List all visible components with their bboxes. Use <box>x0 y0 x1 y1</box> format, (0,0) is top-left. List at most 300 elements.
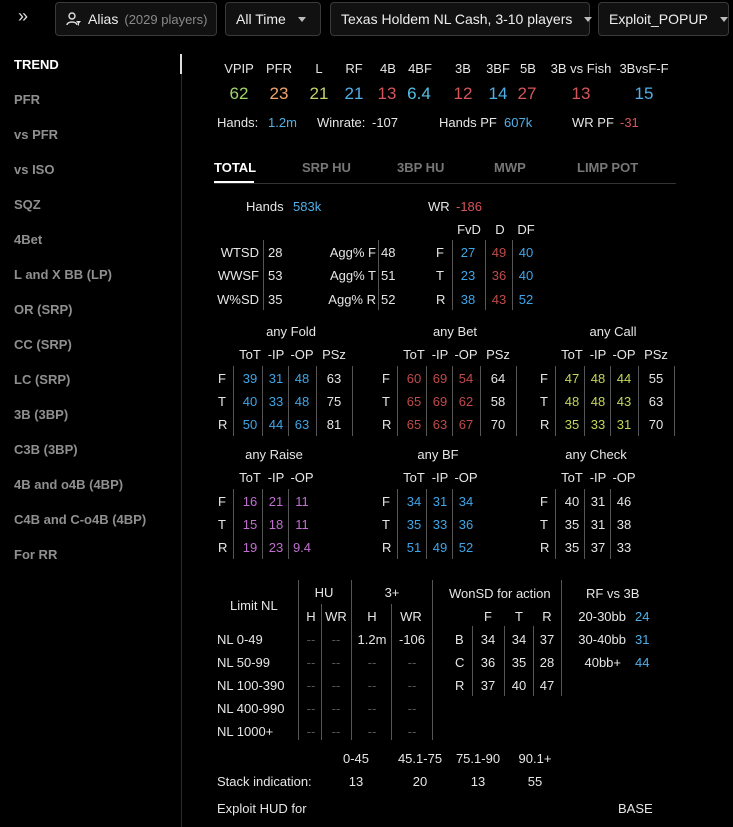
street-label: F <box>540 494 548 509</box>
stat-cell: 62 <box>458 394 474 409</box>
sidebar-item-vs-pfr[interactable]: vs PFR <box>14 127 59 142</box>
wonsd-value: 37 <box>539 632 555 647</box>
sidebar-item-4b-o4b[interactable]: 4B and o4B (4BP) <box>14 477 124 492</box>
stat-value-4b: 13 <box>377 84 397 103</box>
limit-name: NL 100-390 <box>217 678 285 693</box>
stat-value-3b-vs-fish: 13 <box>571 84 591 103</box>
stat-cell: 48 <box>294 371 310 386</box>
table-divider <box>397 366 398 436</box>
stat-value-vpip: 62 <box>229 84 249 103</box>
wonsd-value: 36 <box>480 655 496 670</box>
stat-cell: 36 <box>458 517 474 532</box>
hu-wr-value: -- <box>331 724 341 739</box>
fvd-header: FvD <box>457 222 481 237</box>
tab-total[interactable]: TOTAL <box>214 160 257 175</box>
time-filter-select[interactable] <box>225 2 321 36</box>
stat-cell: 52 <box>458 540 474 555</box>
table-divider <box>316 366 317 436</box>
table-divider <box>352 366 353 436</box>
df-header: DF <box>517 222 535 237</box>
stat-cell: 33 <box>590 417 606 432</box>
stat-cell: 40 <box>564 494 580 509</box>
column-header: PSz <box>644 347 668 362</box>
column-header: -OP <box>290 347 314 362</box>
stat-cell: 35 <box>406 517 422 532</box>
stat-cell: 21 <box>268 494 284 509</box>
stat-cell: 31 <box>432 494 448 509</box>
stat-cell: 63 <box>432 417 448 432</box>
stat-cell: 34 <box>458 494 474 509</box>
d-value: 43 <box>491 292 507 307</box>
wonsd-row-label: C <box>455 655 465 670</box>
limit-divider <box>391 604 392 740</box>
sidebar-item-lc-srp[interactable]: LC (SRP) <box>14 372 71 387</box>
stat-cell: 67 <box>458 417 474 432</box>
tp-h-value: -- <box>367 678 377 693</box>
limit-divider <box>351 580 352 740</box>
sidebar-item-c4b-co4b[interactable]: C4B and C-o4B (4BP) <box>14 512 147 527</box>
street-label: F <box>382 371 390 386</box>
sidebar-item-l-and-x-bb[interactable]: L and X BB (LP) <box>14 267 112 282</box>
street-label: T <box>382 394 390 409</box>
wonsd-title: WonSD for action <box>449 586 551 601</box>
stat-cell: 48 <box>294 394 310 409</box>
wonsd-divider <box>533 626 534 696</box>
alias-label: Alias <box>88 11 119 27</box>
limit-name: NL 50-99 <box>217 655 270 670</box>
table-divider <box>555 489 556 559</box>
stat-cell: 58 <box>490 394 506 409</box>
hu-wr-header: WR <box>325 609 347 624</box>
tabs-divider <box>214 183 676 184</box>
rf-vs-3b-title: RF vs 3B <box>586 586 640 601</box>
column-header: ToT <box>239 347 261 362</box>
wonsd-value: 34 <box>480 632 496 647</box>
sidebar-item-for-rr[interactable]: For RR <box>14 547 58 562</box>
column-header: -OP <box>454 470 478 485</box>
wonsd-header-t: T <box>515 609 523 624</box>
stat-cell: 70 <box>648 417 664 432</box>
fvd-divider <box>452 240 453 310</box>
street-label: T <box>218 394 226 409</box>
tp-wr-value: -- <box>407 701 417 716</box>
stat-cell: 33 <box>616 540 632 555</box>
stat-cell: 46 <box>616 494 632 509</box>
street-label: F <box>540 371 548 386</box>
table-divider <box>233 489 234 559</box>
tp-h-header: H <box>367 609 377 624</box>
street-label: R <box>382 540 392 555</box>
hu-h-value: -- <box>306 724 316 739</box>
stack-indication-label: Stack indication: <box>217 774 312 789</box>
hands-label: Hands: <box>217 115 259 130</box>
table-divider <box>638 366 639 436</box>
stat-cell: 63 <box>648 394 664 409</box>
stat-cell: 65 <box>406 417 422 432</box>
wonsd-value: 47 <box>539 678 555 693</box>
column-header: -IP <box>589 347 607 362</box>
stat-cell: 39 <box>242 371 258 386</box>
df-value: 40 <box>518 268 534 283</box>
rf-range-label: 20-30bb <box>578 609 626 624</box>
sidebar-item-c3b-3bp[interactable]: C3B (3BP) <box>14 442 78 457</box>
rf-range-value: 31 <box>635 632 650 647</box>
column-header: ToT <box>561 470 583 485</box>
d-value: 36 <box>491 268 507 283</box>
stat-cell: 35 <box>564 417 580 432</box>
wonsd-value: 34 <box>511 632 527 647</box>
stat-cell: 50 <box>242 417 258 432</box>
df-value: 52 <box>518 292 534 307</box>
wonsd-header-r: R <box>542 609 552 624</box>
agg-t-label: Agg% T <box>329 268 376 283</box>
wtsd-label: WTSD <box>220 245 259 260</box>
limit-name: NL 0-49 <box>217 632 263 647</box>
agg-t-value: 51 <box>381 268 396 283</box>
fvd-street-r: R <box>436 292 446 307</box>
wonsd-value: 37 <box>480 678 496 693</box>
stat-cell: 43 <box>616 394 632 409</box>
stat-cell: 54 <box>458 371 474 386</box>
table-divider <box>610 366 611 436</box>
stack-range: 45.1-75 <box>397 751 443 766</box>
hu-header: HU <box>314 585 334 600</box>
column-header: -OP <box>612 347 636 362</box>
table-divider <box>610 489 611 559</box>
sidebar-active-indicator <box>180 54 182 74</box>
stat-value-3bvsf-f: 15 <box>634 84 654 103</box>
total-hands-label: Hands <box>246 199 284 214</box>
total-hands-value: 583k <box>293 199 322 214</box>
table-divider <box>288 489 289 559</box>
agg-divider <box>378 240 379 310</box>
stat-cell: 63 <box>294 417 310 432</box>
table-divider <box>397 489 398 559</box>
wr-pf-label: WR PF <box>572 115 614 130</box>
hu-wr-value: -- <box>331 701 341 716</box>
alias-player-count: (2029 players) <box>124 11 208 27</box>
hu-h-value: -- <box>306 632 316 647</box>
sidebar-item-trend[interactable]: TREND <box>14 57 59 72</box>
wwsf-label: WWSF <box>217 268 259 283</box>
stat-header: 3BvsF-F <box>619 61 669 76</box>
rf-range-label: 40bb+ <box>584 655 621 670</box>
table-divider <box>452 489 453 559</box>
any-bf-title: any BF <box>417 447 459 462</box>
game-filter-value: Texas Holdem NL Cash, 3-10 players <box>341 11 573 27</box>
sidebar-item-or-srp[interactable]: OR (SRP) <box>14 302 73 317</box>
tp-h-value: -- <box>367 655 377 670</box>
limit-divider <box>432 580 433 740</box>
tab-3bp-hu[interactable]: 3BP HU <box>397 160 445 175</box>
tp-wr-value: -106 <box>398 632 426 647</box>
tab-srp-hu[interactable]: SRP HU <box>302 160 351 175</box>
table-divider <box>555 366 556 436</box>
stack-value: 55 <box>527 774 543 789</box>
total-wr-value: -186 <box>456 199 483 214</box>
wr-pf-value: -31 <box>620 115 639 130</box>
fvd-value: 23 <box>460 268 476 283</box>
hands-pf-value: 607k <box>504 115 533 130</box>
column-header: -OP <box>290 470 314 485</box>
sidebar-item-vs-iso[interactable]: vs ISO <box>14 162 55 177</box>
limit-nl-title: Limit NL <box>230 598 278 613</box>
column-header: PSz <box>322 347 346 362</box>
column-header: -IP <box>431 347 449 362</box>
agg-f-value: 48 <box>381 245 396 260</box>
hu-h-value: -- <box>306 655 316 670</box>
street-label: T <box>218 517 226 532</box>
table-divider <box>288 366 289 436</box>
stat-cell: 23 <box>268 540 284 555</box>
stat-cell: 48 <box>564 394 580 409</box>
any-check-title: any Check <box>565 447 627 462</box>
hands-value: 1.2m <box>268 115 297 130</box>
hands-pf-label: Hands PF <box>439 115 497 130</box>
limit-divider <box>321 604 322 740</box>
agg-f-label: Agg% F <box>329 245 376 260</box>
stat-cell: 81 <box>326 417 342 432</box>
alias-filter-button[interactable] <box>55 2 217 36</box>
hu-wr-value: -- <box>331 632 341 647</box>
fvd-street-f: F <box>436 245 444 260</box>
expand-sidebar-icon[interactable]: » <box>18 6 29 26</box>
table-divider <box>480 366 481 436</box>
stat-cell: 51 <box>406 540 422 555</box>
tab-mwp[interactable]: MWP <box>494 160 526 175</box>
wonsd-value: 35 <box>511 655 527 670</box>
wonsd-header-f: F <box>484 609 492 624</box>
street-label: R <box>382 417 392 432</box>
user-filter-icon <box>66 12 82 26</box>
stat-value-rf: 21 <box>344 84 364 103</box>
limit-divider <box>298 580 299 740</box>
wsd-value: 35 <box>268 292 283 307</box>
stat-cell: 38 <box>616 517 632 532</box>
stat-header: 3B vs Fish <box>550 61 612 76</box>
stat-cell: 9.4 <box>292 540 312 555</box>
stack-range: 75.1-90 <box>455 751 501 766</box>
stack-value: 13 <box>470 774 486 789</box>
sidebar-item-pfr[interactable]: PFR <box>14 92 40 107</box>
column-header: -OP <box>454 347 478 362</box>
hu-wr-value: -- <box>331 655 341 670</box>
stat-cell: 70 <box>490 417 506 432</box>
wwsf-value: 53 <box>268 268 283 283</box>
wsd-label: W%SD <box>217 292 259 307</box>
chevron-down-icon <box>584 17 592 22</box>
street-label: T <box>540 517 548 532</box>
stat-header: 4BF <box>408 61 432 76</box>
street-label: R <box>218 540 228 555</box>
winrate-value: -107 <box>372 115 399 130</box>
winrate-label: Winrate: <box>317 115 366 130</box>
stack-range: 90.1+ <box>518 751 552 766</box>
stat-value-5b: 27 <box>517 84 537 103</box>
sidebar-item-3b-3bp[interactable]: 3B (3BP) <box>14 407 69 422</box>
hu-h-value: -- <box>306 701 316 716</box>
limit-name: NL 400-990 <box>217 701 285 716</box>
top-bar <box>0 0 733 40</box>
hud-mode-select[interactable] <box>598 2 729 36</box>
stat-cell: 48 <box>590 371 606 386</box>
stat-cell: 18 <box>268 517 284 532</box>
stat-value-3bf: 14 <box>488 84 508 103</box>
street-label: R <box>540 540 550 555</box>
stat-cell: 55 <box>648 371 664 386</box>
street-label: F <box>382 494 390 509</box>
stat-cell: 19 <box>242 540 258 555</box>
tp-h-value: -- <box>367 724 377 739</box>
wonsd-divider <box>472 626 473 696</box>
rf-range-label: 30-40bb <box>578 632 626 647</box>
chevron-down-icon <box>298 17 306 22</box>
stat-cell: 69 <box>432 394 448 409</box>
stat-cell: 31 <box>616 417 632 432</box>
rf-range-value: 44 <box>635 655 650 670</box>
stat-header: 5B <box>520 61 536 76</box>
exploit-hud-label: Exploit HUD for <box>217 801 307 816</box>
stat-value-l: 21 <box>309 84 329 103</box>
stat-cell: 37 <box>590 540 606 555</box>
column-header: -IP <box>267 470 285 485</box>
fvd-divider <box>485 240 486 310</box>
stat-cell: 15 <box>242 517 258 532</box>
total-wr-label: WR <box>428 199 450 214</box>
column-header: -IP <box>267 347 285 362</box>
sidebar-item-sqz[interactable]: SQZ <box>14 197 41 212</box>
stat-header: VPIP <box>224 61 254 76</box>
wonsd-row-label: R <box>455 678 465 693</box>
street-label: F <box>218 371 226 386</box>
stat-cell: 11 <box>295 494 309 509</box>
column-header: ToT <box>403 470 425 485</box>
tp-wr-header: WR <box>400 609 422 624</box>
column-header: -IP <box>589 470 607 485</box>
stat-header: 3BF <box>486 61 510 76</box>
stat-cell: 33 <box>268 394 284 409</box>
wtsd-divider <box>263 240 264 310</box>
game-filter-select[interactable] <box>330 2 590 36</box>
agg-r-value: 52 <box>381 292 396 307</box>
hu-h-header: H <box>306 609 316 624</box>
column-header: -OP <box>612 470 636 485</box>
hud-mode-value: Exploit_POPUP <box>609 11 708 27</box>
column-header: ToT <box>561 347 583 362</box>
chevron-down-icon <box>720 17 728 22</box>
tp-h-value: -- <box>367 701 377 716</box>
wonsd-value: 28 <box>539 655 555 670</box>
stat-cell: 40 <box>242 394 258 409</box>
stat-cell: 64 <box>490 371 506 386</box>
sidebar-divider <box>181 74 182 827</box>
tp-wr-value: -- <box>407 724 417 739</box>
street-label: T <box>382 517 390 532</box>
table-divider <box>516 366 517 436</box>
stat-header: 3B <box>455 61 471 76</box>
sidebar-item-4bet[interactable]: 4Bet <box>14 232 43 247</box>
stack-value: 13 <box>348 774 364 789</box>
tp-h-value: 1.2m <box>357 632 387 647</box>
street-label: F <box>218 494 226 509</box>
tp-wr-value: -- <box>407 655 417 670</box>
stat-cell: 35 <box>564 540 580 555</box>
column-header: ToT <box>239 470 261 485</box>
table-divider <box>426 366 427 436</box>
tab-limp-pot[interactable]: LIMP POT <box>577 160 639 175</box>
stat-value-pfr: 23 <box>269 84 289 103</box>
stat-header: 4B <box>380 61 396 76</box>
base-label: BASE <box>618 801 653 816</box>
stat-header: PFR <box>266 61 292 76</box>
hu-wr-value: -- <box>331 678 341 693</box>
df-value: 40 <box>518 245 534 260</box>
column-header: -IP <box>431 470 449 485</box>
stat-cell: 75 <box>326 394 342 409</box>
sidebar-item-cc-srp[interactable]: CC (SRP) <box>14 337 72 352</box>
hu-h-value: -- <box>306 678 316 693</box>
stack-range: 0-45 <box>342 751 370 766</box>
column-header: PSz <box>486 347 510 362</box>
stat-cell: 31 <box>268 371 284 386</box>
stat-value-4bf: 6.4 <box>407 84 431 103</box>
any-raise-title: any Raise <box>245 447 303 462</box>
fvd-value: 38 <box>460 292 476 307</box>
stat-cell: 47 <box>564 371 580 386</box>
any-call-title: any Call <box>589 324 637 339</box>
stat-cell: 44 <box>268 417 284 432</box>
d-header: D <box>495 222 505 237</box>
table-divider <box>426 489 427 559</box>
wonsd-divider <box>504 626 505 696</box>
wonsd-row-label: B <box>455 632 464 647</box>
stat-cell: 31 <box>590 494 606 509</box>
street-label: R <box>218 417 228 432</box>
fvd-divider <box>512 240 513 310</box>
street-label: R <box>540 417 550 432</box>
street-label: T <box>540 394 548 409</box>
stat-cell: 44 <box>616 371 632 386</box>
stat-cell: 11 <box>295 517 309 532</box>
table-divider <box>262 366 263 436</box>
stat-header: RF <box>345 61 363 76</box>
agg-r-label: Agg% R <box>328 292 376 307</box>
rf-range-value: 24 <box>635 609 650 624</box>
d-value: 49 <box>491 245 507 260</box>
fvd-street-t: T <box>436 268 444 283</box>
wonsd-divider <box>561 580 562 696</box>
wtsd-value: 28 <box>268 245 283 260</box>
stat-header: L <box>315 61 323 76</box>
stat-cell: 35 <box>564 517 580 532</box>
any-bet-title: any Bet <box>432 324 478 339</box>
stat-value-3b: 12 <box>453 84 473 103</box>
fvd-value: 27 <box>460 245 476 260</box>
stat-cell: 49 <box>432 540 448 555</box>
any-fold-title: any Fold <box>266 324 316 339</box>
time-filter-value: All Time <box>236 11 286 27</box>
table-divider <box>262 489 263 559</box>
three-plus-header: 3+ <box>384 585 400 600</box>
table-divider <box>584 489 585 559</box>
stat-cell: 69 <box>432 371 448 386</box>
stat-cell: 63 <box>326 371 342 386</box>
table-divider <box>584 366 585 436</box>
stat-cell: 60 <box>406 371 422 386</box>
wonsd-value: 40 <box>511 678 527 693</box>
stat-cell: 31 <box>590 517 606 532</box>
table-divider <box>452 366 453 436</box>
